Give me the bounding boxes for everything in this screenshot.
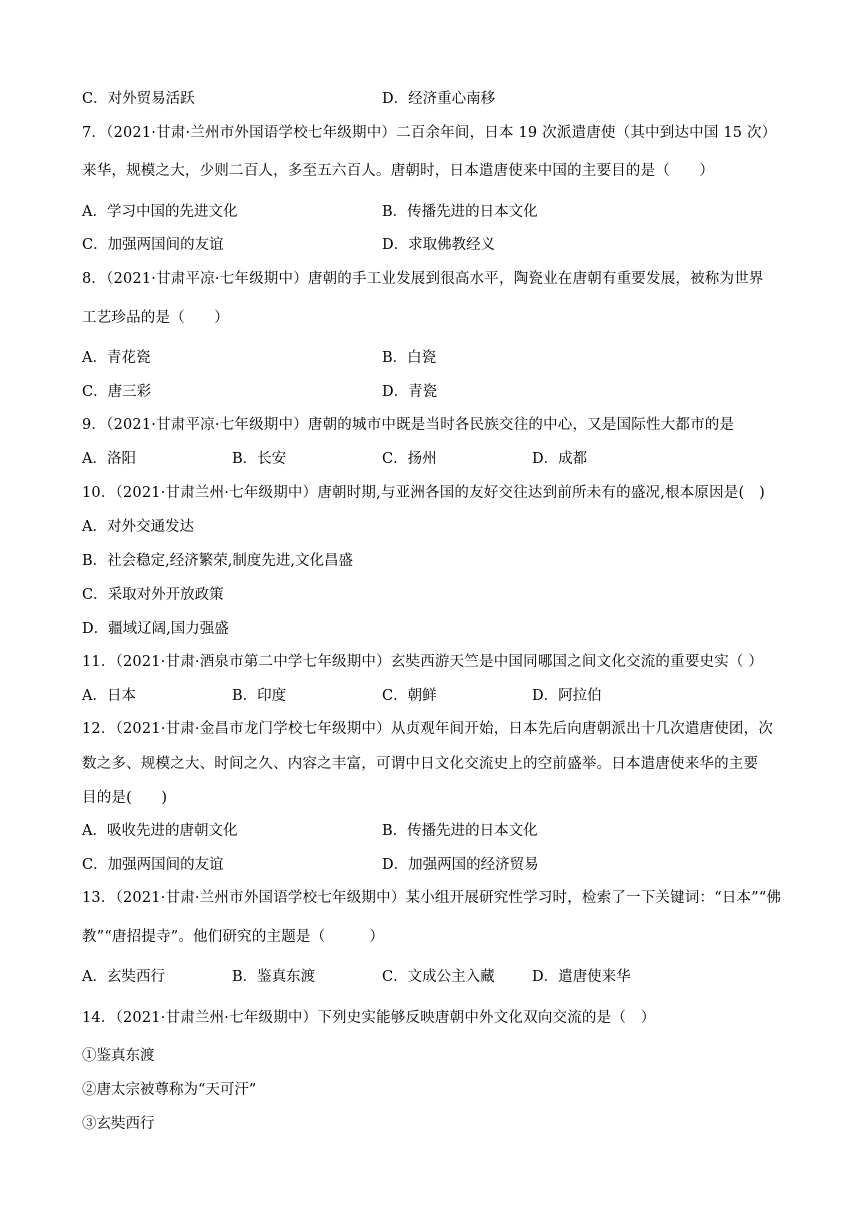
q13-stem-line1: 13．（2021·甘肃·兰州市外国语学校七年级期中）某小组开展研究性学习时，检索了一下关键词：“日本”“佛 (82, 890, 782, 906)
q8-option-d: D．青瓷 (382, 384, 438, 400)
q8-option-c: C．唐三彩 (82, 384, 152, 400)
q8-option-a: A．青花瓷 (82, 350, 151, 366)
q11-option-c: C．朝鲜 (382, 688, 437, 704)
q7-option-a: A．学习中国的先进文化 (82, 204, 238, 220)
q8-stem-line1: 8．（2021·甘肃平凉·七年级期中）唐朝的手工业发展到很高水平，陶瓷业在唐朝有重要发展，被称为世界 (82, 271, 764, 287)
q14-item-1: ①鉴真东渡 (82, 1048, 155, 1064)
q9-stem: 9．（2021·甘肃平凉·七年级期中）唐朝的城市中既是当时各民族交往的中心，又是国际性大都市的是 (82, 417, 735, 433)
q6-option-d: D．经济重心南移 (382, 91, 496, 107)
q14-stem: 14．（2021·甘肃兰州·七年级期中）下列史实能够反映唐朝中外文化双向交流的是（ ） (82, 1010, 656, 1026)
q12-stem-line3: 目的是( ) (82, 790, 168, 806)
q9-option-d: D．成都 (532, 451, 588, 467)
q8-stem-line2: 工艺珍品的是（ ） (82, 310, 229, 326)
q9-option-a: A．洛阳 (82, 451, 136, 467)
q11-option-a: A．日本 (82, 688, 136, 704)
q10-stem: 10．（2021·甘肃兰州·七年级期中）唐朝时期,与亚洲各国的友好交往达到前所未有的盛况,根本原因是( ) (82, 485, 765, 501)
q11-option-b: B．印度 (232, 688, 287, 704)
q7-option-d: D．求取佛教经义 (382, 237, 496, 253)
q10-option-d: D．疆域辽阔,国力强盛 (82, 621, 229, 637)
q12-stem-line1: 12．（2021·甘肃·金昌市龙门学校七年级期中）从贞观年间开始，日本先后向唐朝派出十几次遣唐使团，次 (82, 721, 774, 737)
q10-option-b: B．社会稳定,经济繁荣,制度先进,文化昌盛 (82, 553, 353, 569)
q9-option-c: C．扬州 (382, 451, 437, 467)
q12-option-d: D．加强两国的经济贸易 (382, 857, 539, 873)
q14-item-3: ③玄奘西行 (82, 1116, 155, 1132)
q13-option-c: C．文成公主入藏 (382, 969, 495, 985)
q10-option-c: C．采取对外开放政策 (82, 587, 224, 603)
q9-option-b: B．长安 (232, 451, 287, 467)
q12-option-c: C．加强两国间的友谊 (82, 857, 224, 873)
q7-option-c: C．加强两国间的友谊 (82, 237, 224, 253)
q6-option-c: C．对外贸易活跃 (82, 91, 195, 107)
q12-stem-line2: 数之多、规模之大、时间之久、内容之丰富，可谓中日文化交流史上的空前盛举。日本遣唐使来华的主要 (82, 756, 759, 772)
q8-option-b: B．白瓷 (382, 350, 437, 366)
q7-stem-line2: 来华，规模之大，少则二百人，多至五六百人。唐朝时，日本遣唐使来中国的主要目的是（ ） (82, 163, 715, 179)
q11-option-d: D．阿拉伯 (532, 688, 602, 704)
q13-option-d: D．遣唐使来华 (532, 969, 631, 985)
q13-option-b: B．鉴真东渡 (232, 969, 316, 985)
q13-stem-line2: 教”“唐招提寺”。他们研究的主题是（ ） (82, 929, 385, 945)
q14-item-2: ②唐太宗被尊称为“天可汗” (82, 1082, 257, 1098)
q7-stem-line1: 7．（2021·甘肃·兰州市外国语学校七年级期中）二百余年间，日本 19 次派遣唐使（其中到达中国 15 次） (82, 125, 777, 141)
q12-option-b: B．传播先进的日本文化 (382, 823, 538, 839)
q10-option-a: A．对外交通发达 (82, 519, 194, 535)
q12-option-a: A．吸收先进的唐朝文化 (82, 823, 238, 839)
q7-option-b: B．传播先进的日本文化 (382, 204, 538, 220)
q11-stem: 11．（2021·甘肃·酒泉市第二中学七年级期中）玄奘西游天竺是中国同哪国之间文化交流的重要史实（ ） (82, 654, 764, 670)
q13-option-a: A．玄奘西行 (82, 969, 165, 985)
